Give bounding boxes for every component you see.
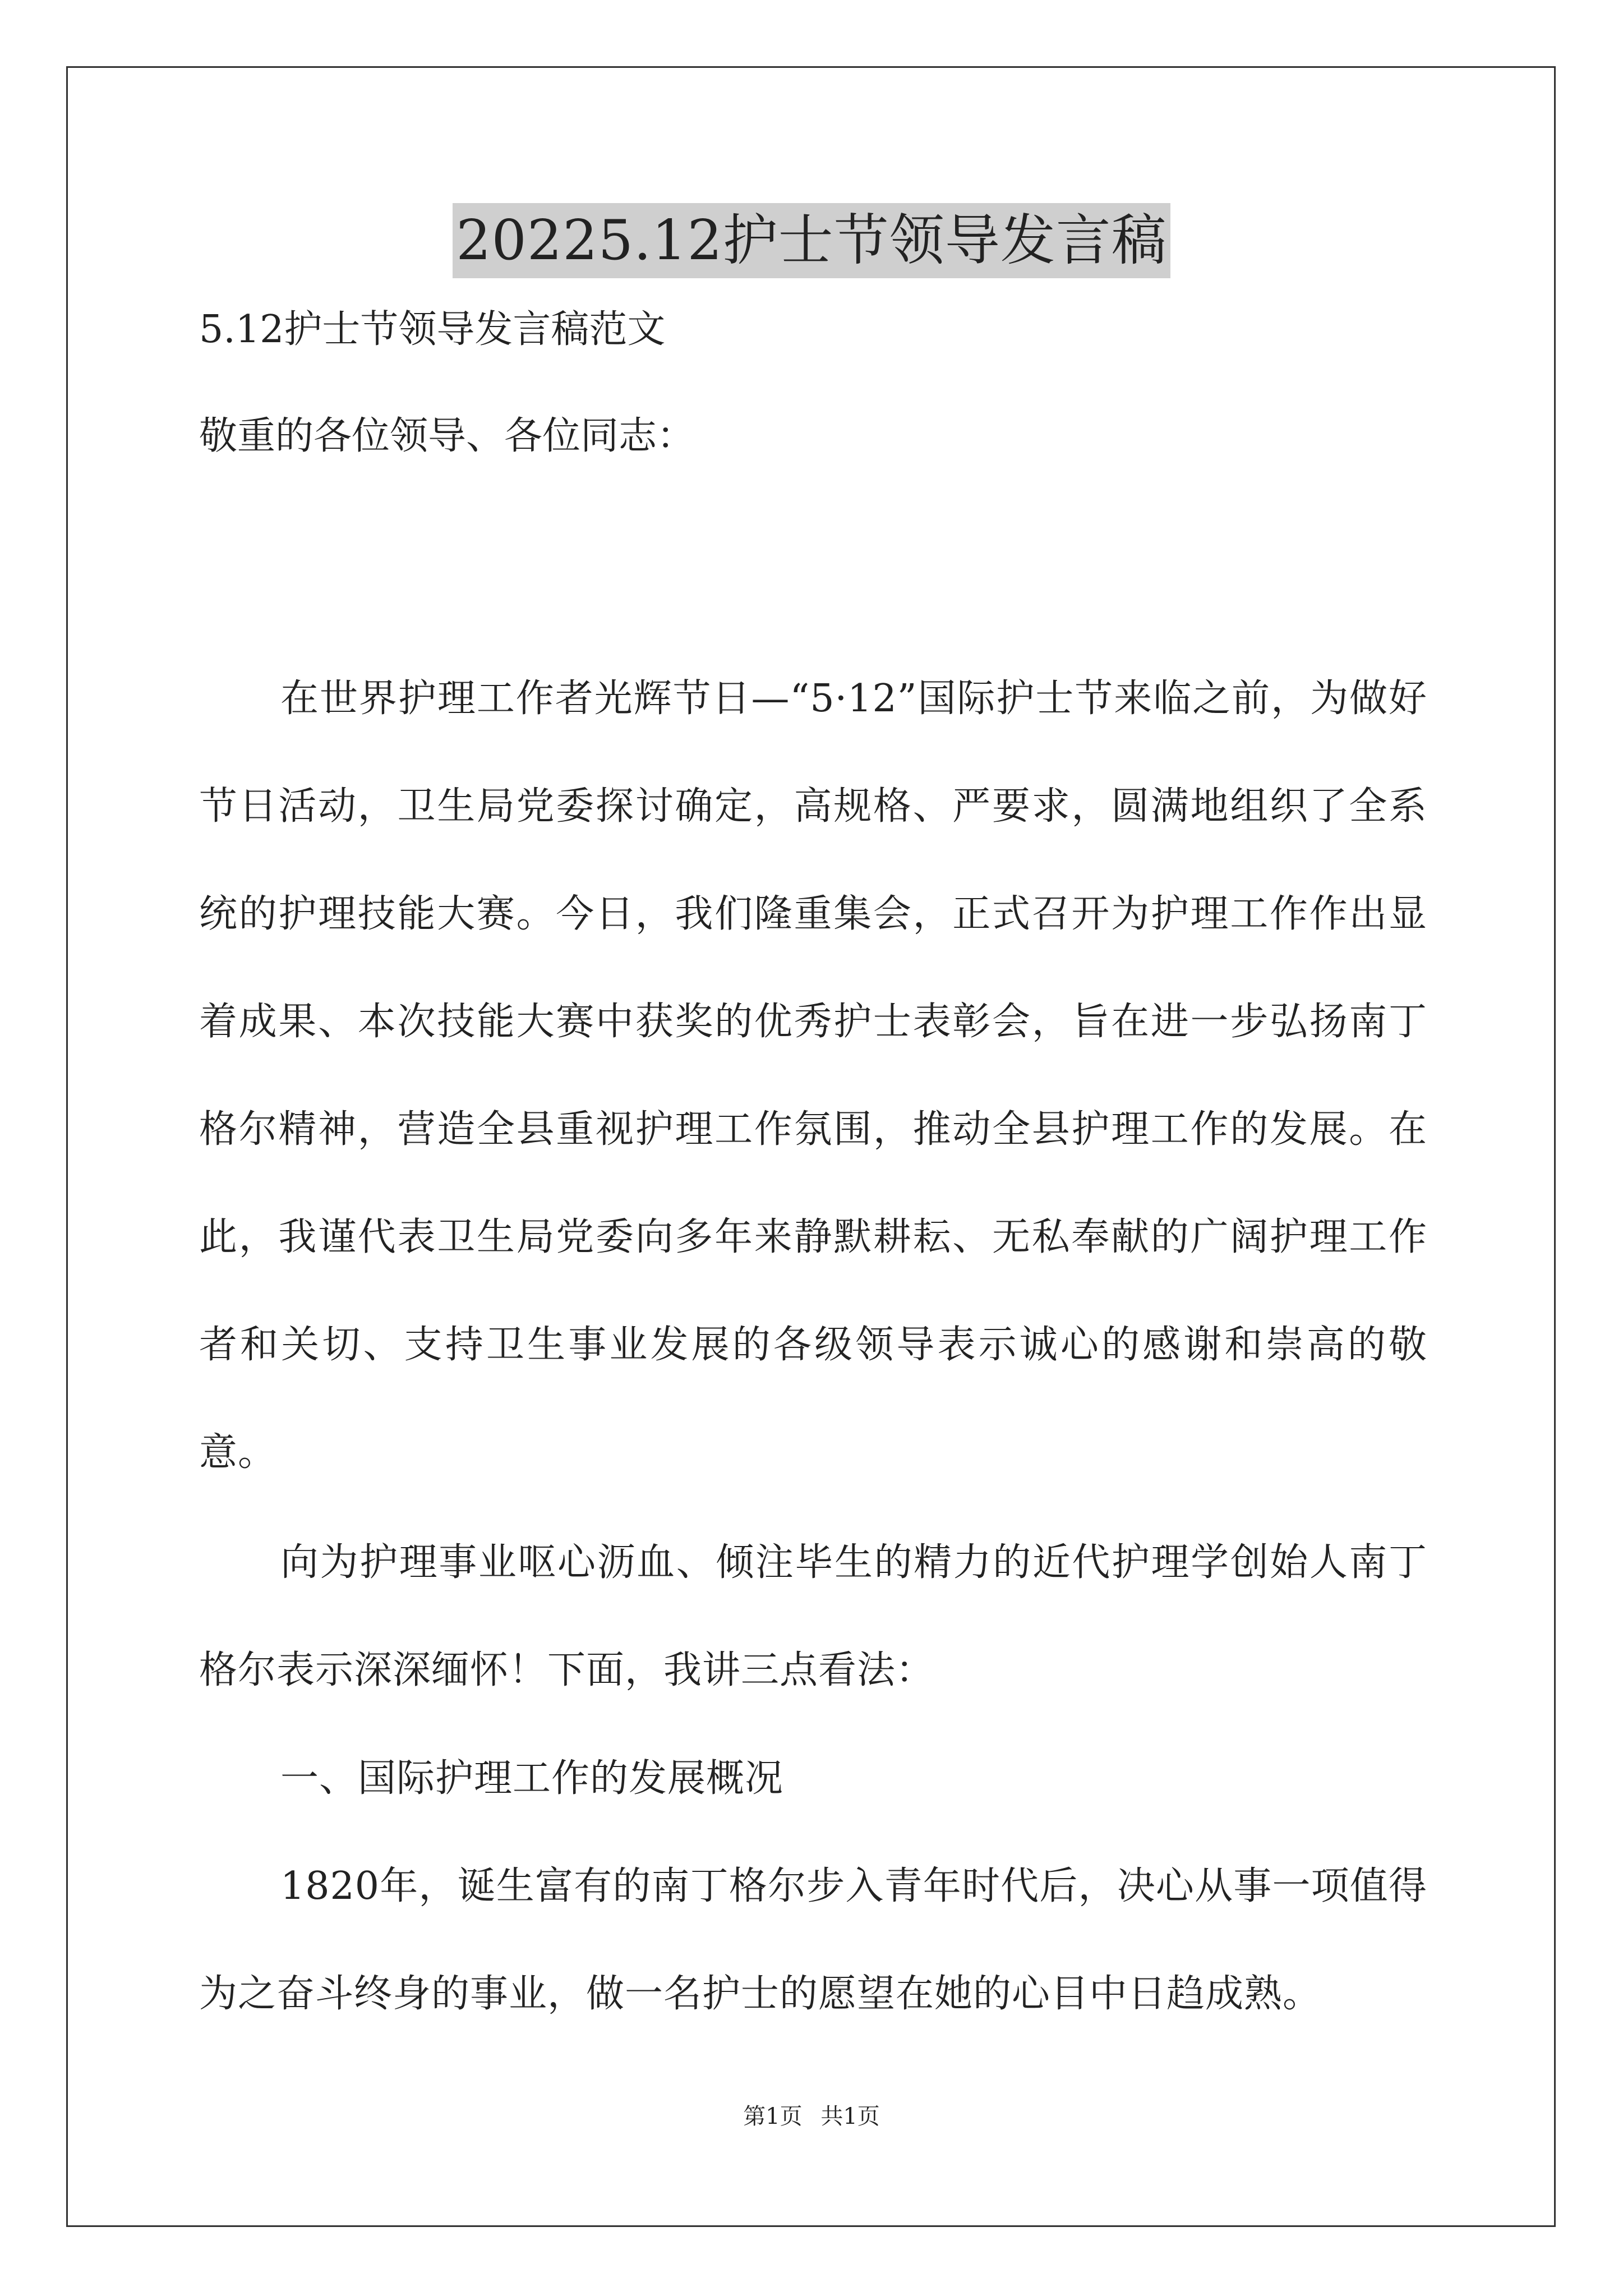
- title-container: [0, 203, 1623, 278]
- salutation: 敬重的各位领导、各位同志：: [199, 414, 695, 458]
- page-number: 第1页: [743, 2104, 803, 2129]
- document-title: 20225.12护士节领导发言稿: [453, 203, 1170, 278]
- section-heading-1: 一、国际护理工作的发展概况: [280, 1756, 784, 1801]
- page-footer: [0, 2101, 1623, 2132]
- paragraph-2: 向为护理事业呕心沥血、倾注毕生的精力的近代护理学创始人南丁格尔表示深深缅怀！下面，我讲三点看法：: [199, 1540, 1427, 1692]
- paragraph-1: 在世界护理工作者光辉节日—“5·12”国际护士节来临之前，为做好节日活动，卫生局党委探讨确定，高规格、严要求，圆满地组织了全系统的护理技能大赛。今日，我们隆重集会，正式召开为护理工作作出显着成果、本次技能大赛中获奖的优秀护士表彰会，旨在进一步弘扬南丁格尔精神，营造全县重视护理工作氛围，推动全县护理工作的发展。在此，我谨代表卫生局党委向多年来静默耕耘、无私奉献的广阔护理工作者和关切、支持卫生事业发展的各级领导表示诚心的感谢和崇高的敬意。: [199, 677, 1427, 1475]
- paragraph-3: 1820年，诞生富有的南丁格尔步入青年时代后，决心从事一项值得为之奋斗终身的事业，做一名护士的愿望在她的心目中日趋成熟。: [199, 1864, 1427, 2016]
- document-subtitle: 5.12护士节领导发言稿范文: [199, 307, 666, 352]
- page-total: 共1页: [820, 2104, 880, 2129]
